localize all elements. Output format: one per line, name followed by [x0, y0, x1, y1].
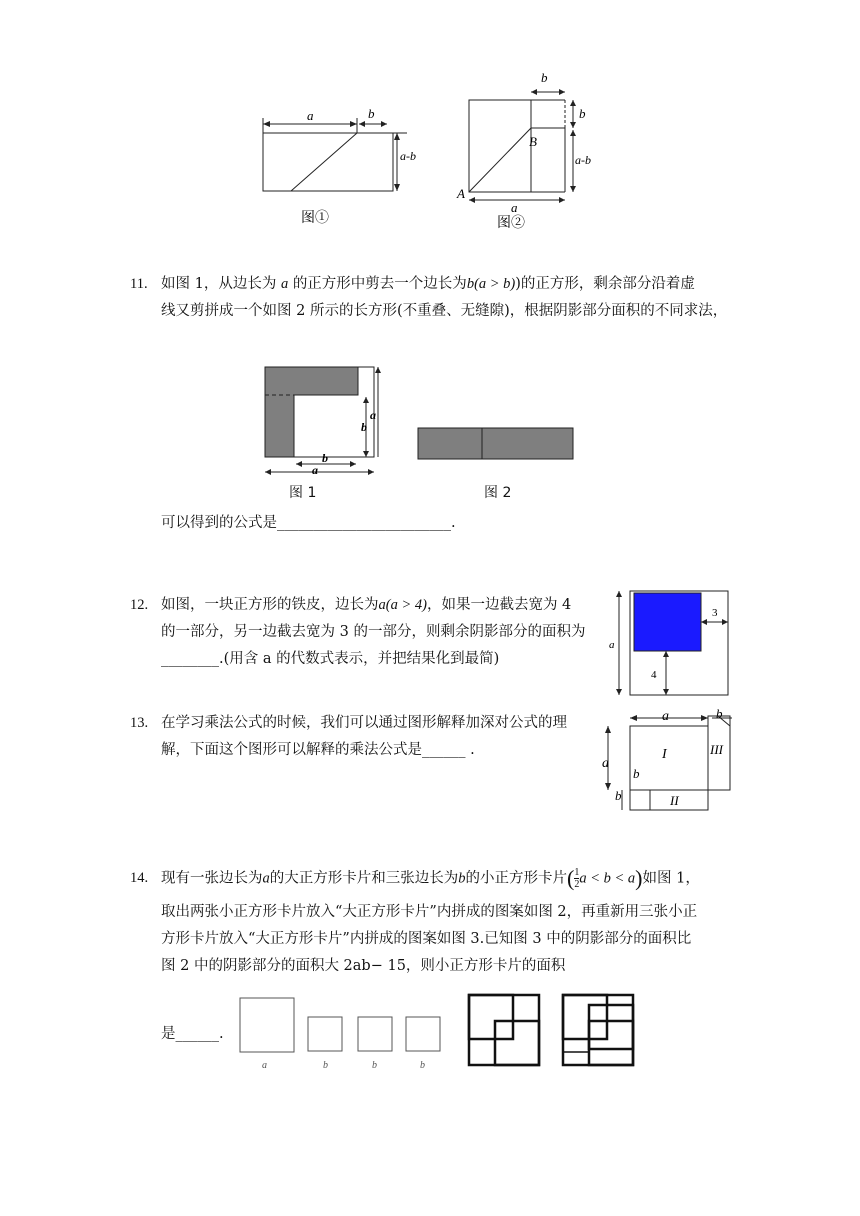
- small-square-bottom-right: [495, 1021, 539, 1065]
- q11-line3: 可以得到的公式是________________________.: [161, 515, 456, 531]
- label-four: 4: [651, 669, 657, 681]
- caption-fig1: 图①: [301, 211, 329, 226]
- label-b3: b: [420, 1060, 425, 1071]
- q12-line1-post: ，如果一边截去宽为 4: [426, 597, 572, 613]
- q14-line1-mid2: 的小正方形卡片: [465, 870, 567, 887]
- q11-caption-fig2: 图 2: [484, 485, 512, 501]
- q14-line1-post: 如图 1，: [642, 870, 700, 887]
- q11-figure-2: [416, 426, 576, 462]
- label-III: III: [710, 742, 723, 757]
- diagonal-cut: [469, 128, 531, 192]
- label-a-bottom: a: [312, 463, 318, 477]
- q13-line1: 在学习乘法公式的时候，我们可以通过图形解释加深对公式的理: [161, 715, 567, 731]
- q12-line1-pre: 如图，一块正方形的铁皮，边长为: [161, 597, 379, 613]
- caption-fig2: 图②: [497, 216, 525, 231]
- q13-number: 13.: [130, 715, 149, 731]
- q14-frac-num: 1: [574, 867, 580, 879]
- top-figure-1: [255, 100, 425, 230]
- small-square-top-left: [563, 995, 607, 1039]
- label-I: I: [662, 747, 667, 762]
- label-b-inner: b: [633, 766, 640, 781]
- q14-var-b: b: [458, 870, 466, 887]
- q12-math: a(a > 4): [378, 597, 427, 613]
- q11-number: 11.: [130, 276, 148, 292]
- small-square-b3: [406, 1017, 440, 1051]
- label-b-top: b: [716, 706, 723, 721]
- shaded-rectangle-right: [482, 428, 573, 459]
- label-b: b: [368, 106, 375, 121]
- q11-line1-post: )的正方形，剩余部分沿着虚: [515, 276, 695, 292]
- q12-line2: 的一部分，另一边截去宽为 3 的一部分，则剩余阴影部分的面积为: [161, 624, 586, 640]
- label-b-right: b: [579, 106, 586, 121]
- outer-square: [469, 100, 531, 192]
- diagonal-cut: [291, 133, 357, 191]
- q13-line2: 解，下面这个图形可以解释的乘法公式是______ .: [161, 742, 475, 758]
- q14-line5: 是______.: [161, 1026, 224, 1042]
- q11-var-a: a: [280, 276, 289, 292]
- q12-line1: [161, 592, 571, 618]
- small-square-right: [589, 1005, 633, 1049]
- rectangle: [263, 133, 393, 191]
- label-three: 3: [712, 607, 718, 619]
- label-a: a: [262, 1060, 267, 1071]
- q14-cond-rest: a < b < a: [579, 870, 636, 887]
- label-b-left: b: [615, 788, 622, 803]
- label-a: a: [511, 200, 518, 215]
- q14-line1-pre: 现有一张边长为: [161, 870, 263, 887]
- q12-line3: ________.(用含 a 的代数式表示，并把结果化到最简): [161, 651, 500, 667]
- small-square-b2: [358, 1017, 392, 1051]
- label-a-top: a: [662, 709, 669, 724]
- shaded-rectangle-left: [418, 428, 482, 459]
- q11-line2: 线又剪拼成一个如图 2 所示的长方形(不重叠、无缝隙)，根据阴影部分面积的不同求法，: [161, 303, 728, 319]
- q11-math: b(a > b): [466, 276, 516, 292]
- q11-figure-1: [262, 364, 392, 477]
- region-II: [630, 790, 708, 810]
- label-B: B: [529, 134, 537, 149]
- label-amb: a-b: [400, 149, 416, 163]
- q13-figure: [600, 704, 740, 816]
- q14-figure-3: [560, 992, 640, 1068]
- label-b2: b: [372, 1060, 377, 1071]
- q14-line2: 取出两张小正方形卡片放入“大正方形卡片”内拼成的图案如图 2，再重新用三张小正: [161, 904, 698, 920]
- region-I: [630, 726, 708, 790]
- label-II: II: [670, 793, 679, 808]
- small-square-bottom: [589, 1021, 633, 1065]
- large-square: [469, 995, 539, 1065]
- q11-line1-mid: 的正方形中剪去一个边长为: [292, 276, 467, 292]
- q12-figure: [604, 588, 734, 700]
- label-a: a: [609, 639, 615, 651]
- q14-line4: 图 2 中的阴影部分的面积大 2ab− 15，则小正方形卡片的面积: [161, 958, 566, 974]
- top-figure-2: [455, 68, 625, 233]
- q14-line1: [161, 865, 700, 892]
- label-b-right: b: [361, 420, 367, 434]
- label-a-left: a: [602, 756, 609, 771]
- q11-line1-pre: 如图 1，从边长为: [161, 276, 277, 292]
- q14-number: 14.: [130, 870, 149, 886]
- label-A: A: [457, 186, 465, 201]
- q14-line3: 方形卡片放入“大正方形卡片”内拼成的图案如图 3.已知图 3 中的阴影部分的面积比: [161, 931, 692, 947]
- q14-var-a: a: [262, 870, 270, 887]
- label-b-bottom: b: [322, 451, 328, 465]
- label-amb: a-b: [575, 153, 591, 167]
- small-square-b1: [308, 1017, 342, 1051]
- q14-figure-2: [466, 992, 546, 1068]
- large-square-a: [240, 998, 294, 1052]
- q12-number: 12.: [130, 597, 149, 613]
- q14-figure-1-cards: [236, 994, 446, 1074]
- label-a-right: a: [370, 408, 376, 422]
- q14-line1-mid: 的大正方形卡片和三张边长为: [269, 870, 459, 887]
- q11-line1: [161, 271, 695, 297]
- label-a: a: [307, 108, 314, 123]
- q14-condition: ( $\frac{1}{2}$ a < b < a): [567, 865, 643, 891]
- small-square-top-left: [469, 995, 513, 1039]
- q11-caption-fig1: 图 1: [289, 485, 317, 501]
- label-b1: b: [323, 1060, 328, 1071]
- l-shaped-shaded-region: [265, 367, 358, 457]
- shaded-remaining-region: [634, 593, 701, 651]
- q14-frac-den: 2: [574, 879, 580, 891]
- label-b-top: b: [541, 70, 548, 85]
